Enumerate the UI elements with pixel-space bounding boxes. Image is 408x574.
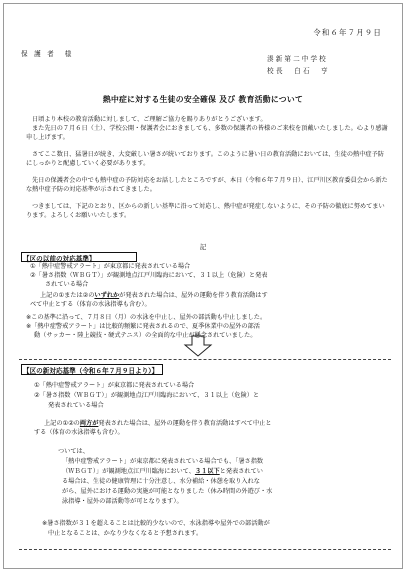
intro-paragraph-2: また先日の７月６日（土）、学校公開・保護者会におきましても、多数の保護者の皆様のご来校を頂戴いたしました。心より感謝申し上げます。 [26, 125, 388, 141]
new-section-heading: 【区の新対応基準（令和６年７月９日より）】 [23, 367, 159, 375]
document-title: 熱中症に対する生徒の安全確保 及び 教育活動について [102, 95, 304, 104]
new-criterion-1: ①「熱中症警戒アラート」が東京都に発表されている場合 [34, 382, 195, 389]
new-detail-2-post: と発表されてい [219, 468, 263, 475]
document-date: 令和６年７月９日 [313, 28, 382, 37]
new-detail-5: 泳指導・屋外の部活動等が可となります）。 [62, 498, 183, 505]
new-rule-emphasis: 両方が [79, 420, 99, 427]
new-detail-0: ついては、 [58, 448, 89, 455]
down-arrow-icon [183, 335, 213, 357]
new-note-2: 中止となることは、かなり少なくなると予想されます。 [48, 530, 203, 537]
addressee: 保 護 者 様 [21, 50, 74, 58]
document-page [3, 3, 403, 569]
principal-name: 校長 白石 亨 [267, 67, 330, 75]
old-rule-pre: 上記の①または②の [40, 292, 95, 299]
new-rule-pre: 上記の①②の [44, 420, 80, 427]
new-criterion-2-cont: 発表されている場合 [48, 402, 104, 409]
old-criterion-2-cont: されている場合 [45, 281, 89, 288]
ki-heading: 記 [199, 243, 207, 251]
old-rule-post: が発表された場合は、屋外の運動を伴う教育活動はす [119, 292, 268, 299]
old-criterion-2: ②「暑さ指数（ＷＢＧＴ）」が観測地点江戸川臨海において、３１以上（危険）と発表 [30, 272, 268, 279]
intro-paragraph-1: 日頃より本校の教育活動に対しまして、ご理解ご協力を賜りありがとうございます。 [32, 116, 267, 123]
new-rule-cont: する（体育の水泳指導も含む）。 [34, 429, 124, 436]
new-detail-1: 「熱中症警戒アラート」が東京都に発表されている場合でも、「暑さ指数 [62, 458, 264, 465]
old-criterion-1: ①「熱中症警戒アラート」が東京都に発表されている場合 [30, 263, 191, 270]
intro-paragraph-5: つきましては、下記のとおり、区からの新しい基準に沿って対応し、熱中症が発症しないように、その予防の徹底に努めてまいります。よろしくお願いいたします。 [26, 203, 385, 219]
new-rule-post: 発表された場合は、屋外の運動を伴う教育活動はすべて中止と [98, 420, 272, 427]
dashed-divider-top [19, 359, 391, 360]
new-criterion-2: ②「暑さ指数（ＷＢＧＴ）」が観測地点江戸川臨海において、３１以上（危険）と [34, 392, 260, 399]
new-detail-2-emphasis: ３１以下 [194, 468, 220, 475]
new-detail-3: る場合は、生徒の健康管理に十分注意し、水分補給・休憩を取り入れな [62, 478, 260, 485]
old-rule [40, 292, 268, 301]
school-name: 湊新第二中学校 [267, 55, 328, 63]
old-rule-cont: べて中止とする（体育の水泳指導も含む）。 [30, 301, 151, 308]
new-detail-2-pre: （ＷＢＧＴ）」が観測地点江戸川臨海において、 [62, 468, 195, 475]
new-rule [44, 420, 272, 429]
old-note-2a: ※「熱中症警戒アラート」は比較的頻繁に発表されるので、夏季休業中の屋外の部活 [26, 323, 260, 330]
old-note-1: ※この基準に沿って、７月８日（月）の水泳を中止し、屋外の部活動も中止しました。 [26, 314, 267, 321]
intro-paragraph-3: さてここ数日、猛暑日が続き、大変厳しい暑さが続いております。このように暑い日の教育活動においては、生徒の熱中症予防にしっかりと配慮していく必要があります。 [26, 151, 384, 167]
dashed-divider-bottom [19, 549, 391, 550]
old-rule-emphasis: いずれか [94, 292, 120, 299]
new-note-1: ※暑さ指数が３１を超えることは比較的少ないので、水泳指導や屋外での部活動が [42, 520, 270, 527]
old-note-2b: 動（サッカー・陸上競技・硬式テニス）の全面的な中止が懸念されていました。 [34, 332, 257, 339]
intro-paragraph-4: 先日の保護者会の中でも熱中症の予防対応をお話ししたところですが、本日（令和６年７月９日）、江戸川区教育委員会から新たな熱中症予防の対応基準が示されてきました。 [26, 177, 388, 193]
new-detail-4: がら、屋外における運動の実施が可能となりました（休み時間の外遊び・水 [62, 488, 273, 495]
new-detail-2 [62, 468, 263, 477]
old-section-heading: 【区の以前の対応基準】 [23, 255, 96, 263]
